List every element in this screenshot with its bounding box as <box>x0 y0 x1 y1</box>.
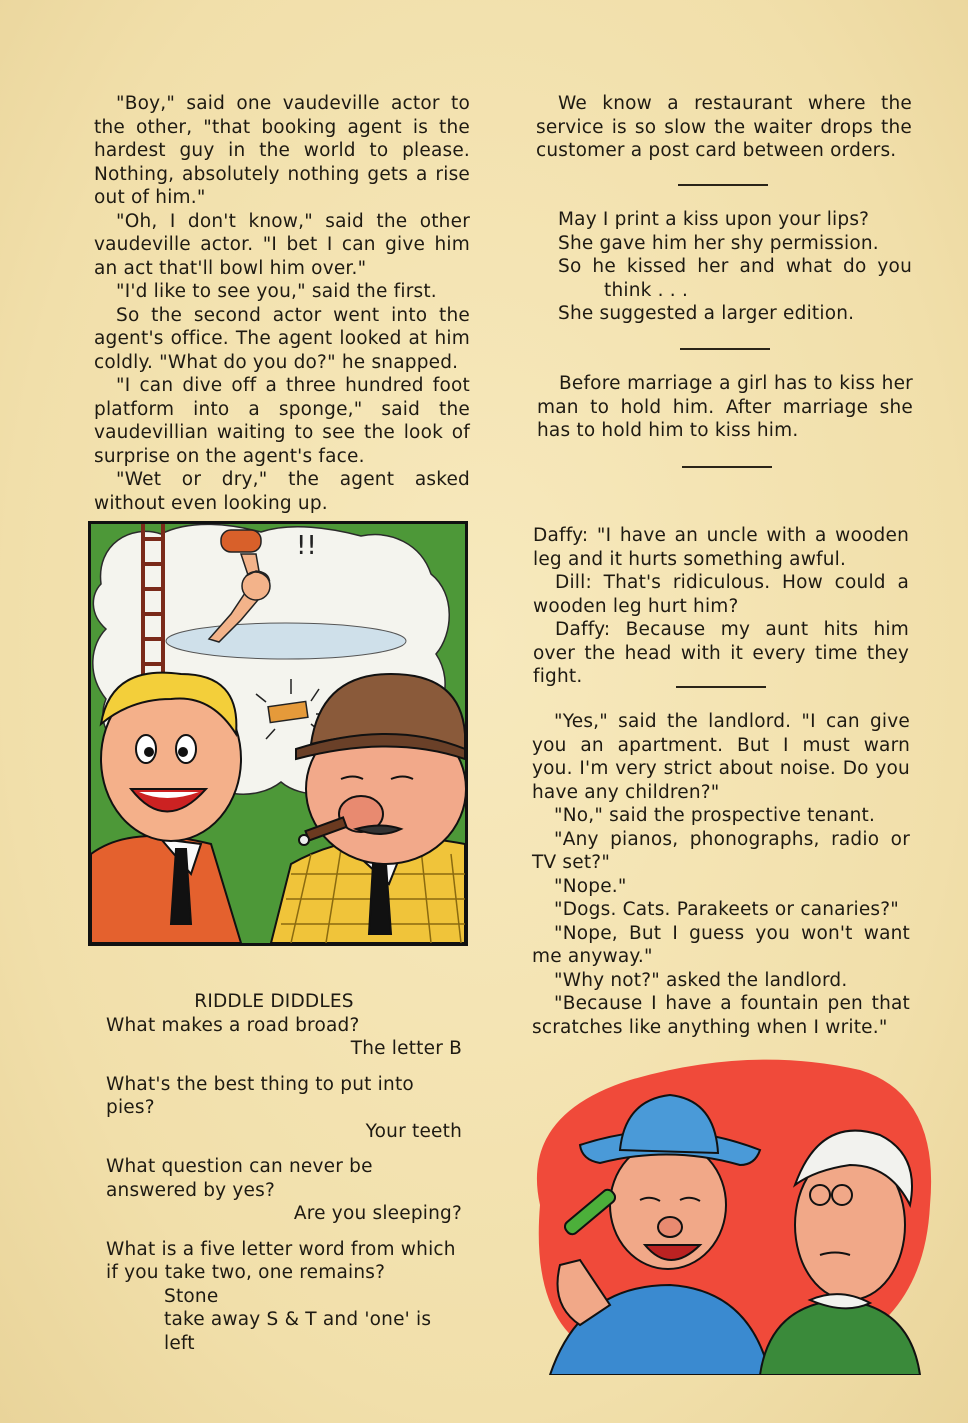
riddle-answer: Stone <box>164 1285 219 1307</box>
riddle-answer-explanation: take away S & T and 'one' is left <box>164 1309 432 1354</box>
diver-comic-panel <box>88 521 468 946</box>
story-paragraph: "Nope." <box>554 875 627 897</box>
marriage-joke <box>537 372 913 443</box>
separator-rule <box>676 686 766 688</box>
vaudeville-story <box>94 92 470 515</box>
story-paragraph: "Wet or dry," the agent asked without even looking up. <box>94 469 470 514</box>
young-actor <box>91 673 241 943</box>
dialogue-line: Daffy: "I have an uncle with a wooden leg and it hurts something awful. <box>533 525 909 570</box>
landlord-comic-illustration <box>520 1055 940 1375</box>
story-paragraph: "Yes," said the landlord. "I can give you an apartment. But I must warn you. I'm very strict about noise. Do you have any children?" <box>532 711 910 803</box>
separator-rule <box>682 466 772 468</box>
riddle-answer: Are you sleeping? <box>293 1203 462 1224</box>
separator-rule <box>678 184 768 186</box>
riddle-answer: Your teeth <box>365 1120 462 1142</box>
joke-text: We know a restaurant where the service is so slow the waiter drops the customer a post card between orders. <box>536 93 912 161</box>
dialogue-line: Daffy: Because my aunt hits him over the head with it every time they fight. <box>533 619 909 687</box>
story-paragraph: "I can dive off a three hundred foot platform into a sponge," said the vaudevillian waiting to see the look of surprise on the agent's face. <box>94 375 470 467</box>
riddle-question: What question can never be answered by yes? <box>106 1156 373 1201</box>
story-paragraph: "Dogs. Cats. Parakeets or canaries?" <box>554 899 899 920</box>
riddle-question: What is a five letter word from which if you take two, one remains? <box>106 1238 456 1283</box>
poem-line: May I print a kiss upon your lips? <box>558 209 870 230</box>
joke-text: Before marriage a girl has to kiss her man to hold him. After marriage she has to hold him to kiss him. <box>537 373 913 441</box>
poem-line: think . . . <box>604 279 689 301</box>
riddle-answer: The letter B <box>350 1038 462 1059</box>
kiss-poem <box>558 208 918 326</box>
separator-rule <box>680 348 770 350</box>
riddle-section <box>106 990 462 1355</box>
story-paragraph: "No," said the prospective tenant. <box>554 805 876 826</box>
story-paragraph: "Oh, I don't know," said the other vaudeville actor. "I bet I can give him an act that'll bowl him over." <box>94 210 470 279</box>
story-paragraph: So the second actor went into the agent's office. The agent looked at him coldly. "What do you do?" he snapped. <box>94 304 470 373</box>
poem-line: So he kissed her and what do you <box>558 256 912 277</box>
story-paragraph: "I'd like to see you," said the first. <box>116 281 437 302</box>
restaurant-joke <box>536 92 912 163</box>
landlord-illustration <box>520 1055 940 1375</box>
panel-illustration <box>91 524 465 943</box>
landlord-story <box>532 710 910 1039</box>
riddle-question: What makes a road broad? <box>106 1014 360 1036</box>
story-paragraph: "Why not?" asked the landlord. <box>554 969 848 991</box>
riddle-title: RIDDLE DIDDLES <box>194 991 354 1012</box>
story-paragraph: "Any pianos, phonographs, radio or TV set?" <box>532 828 910 873</box>
story-paragraph: "Because I have a fountain pen that scratches like anything when I write." <box>532 993 910 1038</box>
dialogue-line: Dill: That's ridiculous. How could a wooden leg hurt him? <box>533 572 909 617</box>
story-paragraph: "Boy," said one vaudeville actor to the other, "that booking agent is the hardest guy in the world to please. Nothing, absolutely nothing gets a rise out of him." <box>94 93 470 208</box>
poem-line: She suggested a larger edition. <box>558 303 855 324</box>
daffy-dill-joke <box>533 524 909 689</box>
story-paragraph: "Nope, But I guess you won't want me anyway." <box>532 922 910 967</box>
riddle-question: What's the best thing to put into pies? <box>106 1073 414 1118</box>
exclamation-text: !! <box>296 531 317 561</box>
poem-line: She gave him her shy permission. <box>558 232 879 254</box>
